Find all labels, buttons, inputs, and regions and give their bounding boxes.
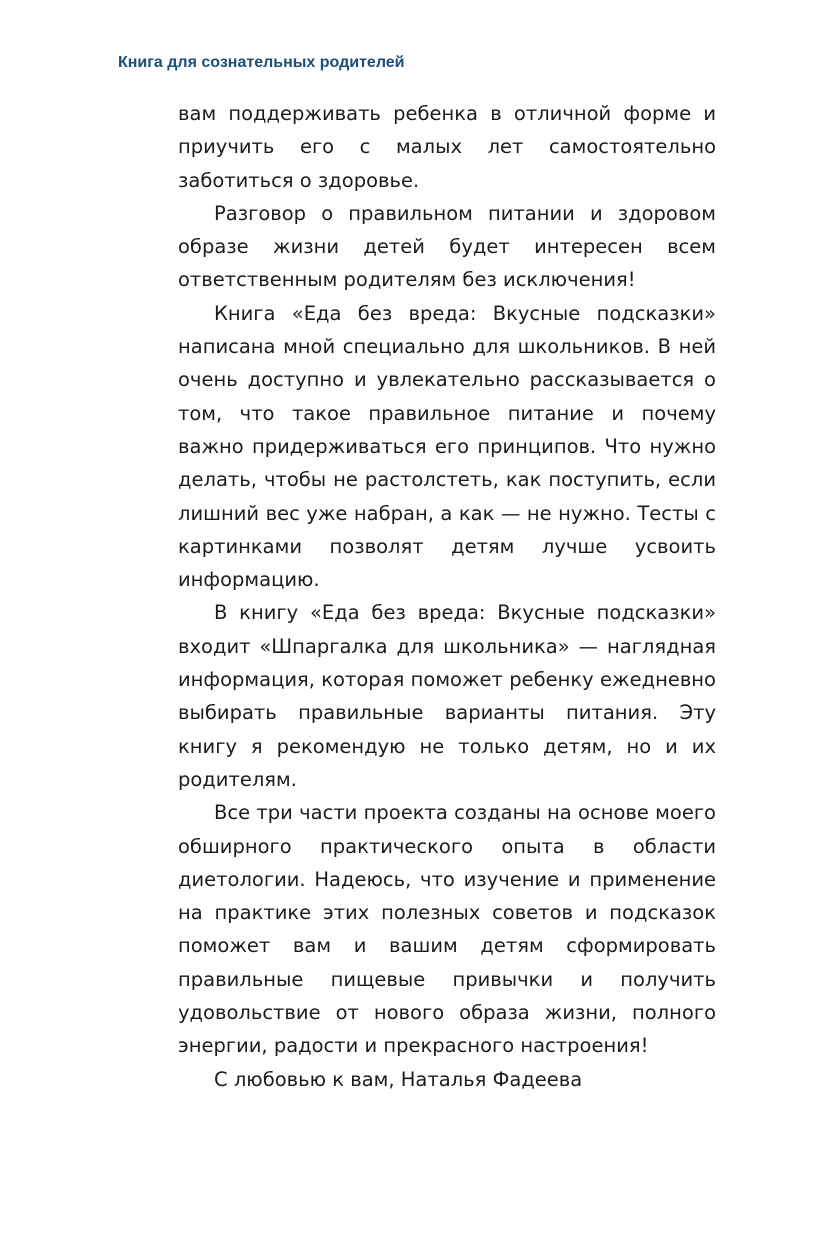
paragraph-book-description: Книга «Еда без вреда: Вкусные подсказки» написана мной специально для школьников. В ней очень доступно и увлекательно рассказывается о том, что такое правильное питание и почему важно придерживаться его принципов. Что нужно делать, чтобы не растолстеть, как поступить, если лишний вес уже набран, а как — не нужно. Тесты с картинками позволят детям лучше усвоить информацию. xyxy=(178,301,716,592)
paragraph-cheat-sheet: В книгу «Еда без вреда: Вкусные подсказки» входит «Шпаргалка для школьника» — наглядная информация, которая поможет ребенку ежедневно выбирать правильные варианты питания. Эту книгу я рекомендую не только детям, но и их родителям. xyxy=(178,601,716,791)
paragraph-project-parts: Все три части проекта созданы на основе моего обширного практического опыта в области диетологии. Надеюсь, что изучение и применение на практике этих полезных советов и подсказок поможет вам и вашим детям сформировать правильные пищевые привычки и получить удовольствие от нового образа жизни, полного энергии, радости и прекрасного настроения! xyxy=(178,801,716,1058)
signature: С любовью к вам, Наталья Фадеева xyxy=(214,1067,583,1091)
paragraph-continuation: вам поддерживать ребенка в отличной форме и приучить его с малых лет самостоятельно заботиться о здоровье. xyxy=(178,102,716,192)
paragraph-healthy-lifestyle: Разговор о правильном питании и здоровом образе жизни детей будет интересен всем ответственным родителям без исключения! xyxy=(178,201,716,292)
body-text xyxy=(178,97,716,1096)
running-header: Книга для сознательных родителей xyxy=(118,54,405,71)
